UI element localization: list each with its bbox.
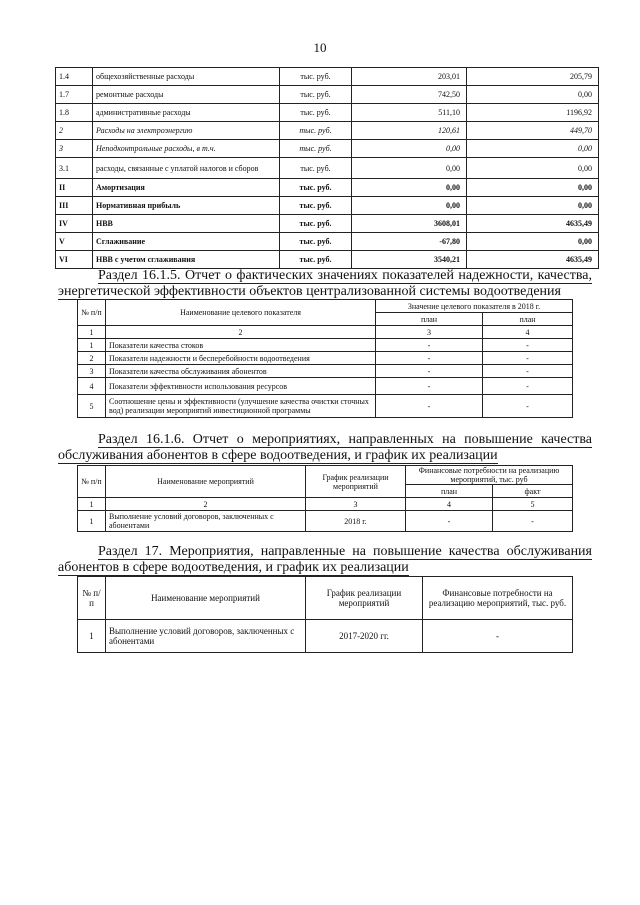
index-cell: 4 [406,498,493,511]
col-name-header: Наименование мероприятий [106,577,306,620]
col-num-header: № п/п [78,466,106,498]
section-16-1-6-heading: Раздел 16.1.6. Отчет о мероприятиях, направленных на повышение качества обслуживания абонентов в сфере водоотведения, и график их реализации [58,432,592,463]
table-row: III Нормативная прибыль тыс. руб. 0,00 0,00 [56,197,599,215]
col-num-header: № п/п [78,577,106,620]
col-fin-header: Финансовые потребности на реализацию мероприятий, тыс. руб [406,466,573,485]
index-cell: 3 [376,326,483,339]
col-num-header: № п/п [78,300,106,326]
table-row: 2 Расходы на электроэнергию тыс. руб. 120,61 449,70 [56,122,599,140]
col-name-header: Наименование целевого показателя [106,300,376,326]
page-number: 10 [313,40,327,55]
measures-table [77,576,573,653]
index-cell: 1 [78,498,106,511]
table-row: 2 Показатели надежности и бесперебойности водоотведения - - [78,352,573,365]
table-row: II Амортизация тыс. руб. 0,00 0,00 [56,179,599,197]
table-row: 4 Показатели эффективности использования ресурсов - - [78,378,573,395]
table-row: 1.8 административные расходы тыс. руб. 511,10 1196,92 [56,104,599,122]
index-cell: 5 [493,498,573,511]
col-plan-header: план [406,485,493,498]
table-row: 1 Выполнение условий договоров, заключенных с абонентами 2017-2020 гг. - [78,620,573,653]
measures-report-table [77,465,573,532]
table-row: 1 Выполнение условий договоров, заключенных с абонентами 2018 г. - - [78,511,573,532]
section-16-1-5-heading: Раздел 16.1.5. Отчет о фактических значениях показателей надежности, качества, энергетической эффективности объектов централизованной системы водоотведения [58,268,592,299]
cost-table [55,67,599,269]
index-cell: 4 [483,326,573,339]
table-row: VI НВВ с учетом сглаживания тыс. руб. 3540,21 4635,49 [56,251,599,269]
table-row: V Сглаживание тыс. руб. -67,80 0,00 [56,233,599,251]
index-cell: 2 [106,498,306,511]
col-schedule-header: График реализации мероприятий [306,466,406,498]
table-row: 1.7 ремонтные расходы тыс. руб. 742,50 0,00 [56,86,599,104]
col-schedule-header: График реализации мероприятий [306,577,423,620]
table-row: 3 Неподконтрольные расходы, в т.ч. тыс. руб. 0,00 0,00 [56,140,599,158]
col-value-header: Значение целевого показателя в 2018 г. [376,300,573,313]
table-row: 1.4 общехозяйственные расходы тыс. руб. 203,01 205,79 [56,68,599,86]
table-row: 1 Показатели качества стоков - - [78,339,573,352]
index-cell: 2 [106,326,376,339]
table-row: 3.1 расходы, связанные с уплатой налогов и сборов тыс. руб. 0,00 0,00 [56,158,599,179]
indicators-table [77,299,573,418]
col-fact-header: факт [493,485,573,498]
table-row: 5 Соотношение цены и эффективности (улучшение качества очистки сточных вод) реализации мероприятий инвестиционной программы - - [78,395,573,418]
table-row: 3 Показатели качества обслуживания абонентов - - [78,365,573,378]
col-fin-header: Финансовые потребности на реализацию мероприятий, тыс. руб. [423,577,573,620]
col-fact-header: план [483,313,573,326]
section-17-heading: Раздел 17. Мероприятия, направленные на повышение качества обслуживания абонентов в сфере водоотведения, и график их реализации [58,544,592,575]
index-cell: 1 [78,326,106,339]
table-row: IV НВВ тыс. руб. 3608,01 4635,49 [56,215,599,233]
index-cell: 3 [306,498,406,511]
col-plan-header: план [376,313,483,326]
col-name-header: Наименование мероприятий [106,466,306,498]
